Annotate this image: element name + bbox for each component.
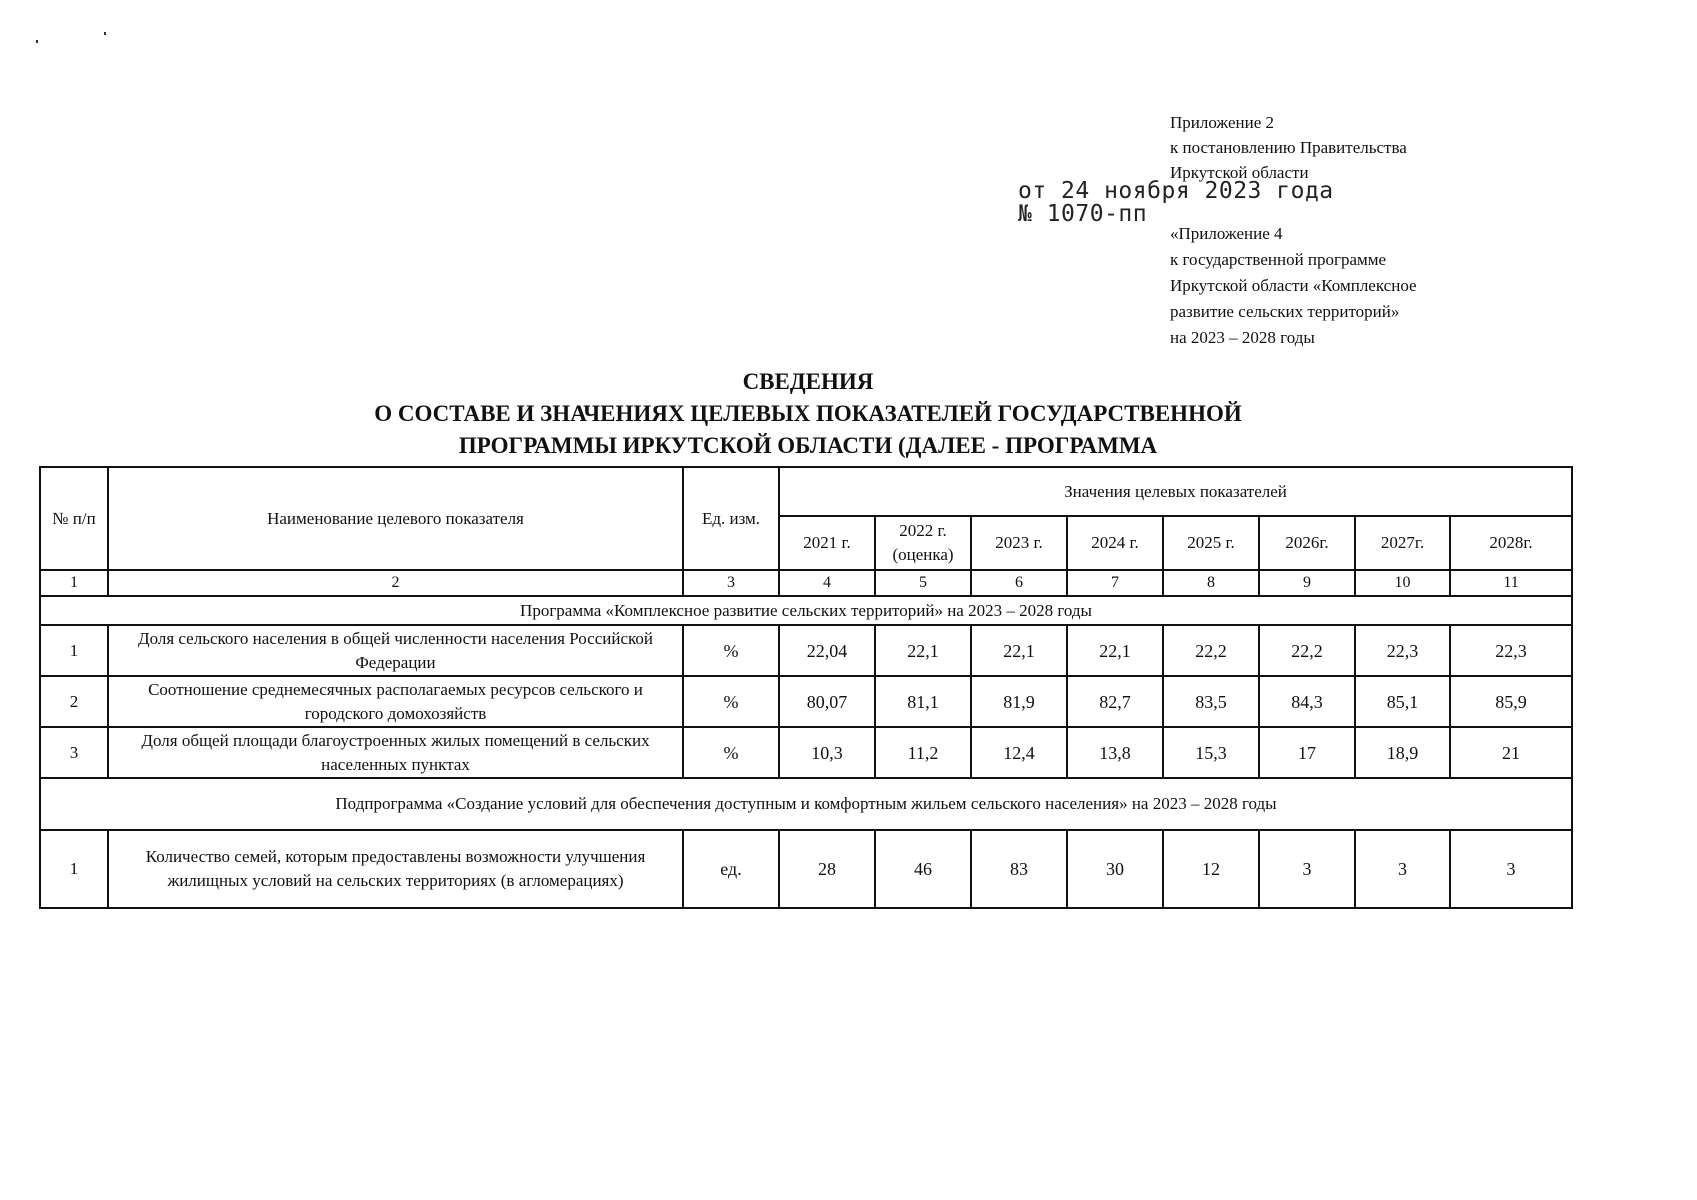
table-row	[40, 830, 1572, 908]
row-value: 12,4	[971, 727, 1067, 778]
row-name: Соотношение среднемесячных располагаемых ресурсов сельского и городского домохозяйств	[108, 676, 683, 727]
section-title: Программа «Комплексное развитие сельских территорий» на 2023 – 2028 годы	[40, 596, 1572, 625]
appendix-2-block	[1170, 110, 1407, 185]
title-line: О СОСТАВЕ И ЗНАЧЕНИЯХ ЦЕЛЕВЫХ ПОКАЗАТЕЛЕЙ ГОСУДАРСТВЕННОЙ	[374, 401, 1242, 426]
row-value: 11,2	[875, 727, 971, 778]
header-year: 2025 г.	[1163, 516, 1259, 570]
row-value: 85,9	[1450, 676, 1572, 727]
table-row	[40, 727, 1572, 778]
row-num: 1	[40, 830, 108, 908]
column-number: 5	[875, 570, 971, 596]
row-num: 2	[40, 676, 108, 727]
row-unit: %	[683, 625, 779, 676]
appendix-2-line: к постановлению Правительства	[1170, 138, 1407, 157]
column-number: 1	[40, 570, 108, 596]
row-name: Количество семей, которым предоставлены возможности улучшения жилищных условий на сельских территориях (в агломерациях)	[108, 830, 683, 908]
section-row	[40, 596, 1572, 625]
header-num: № п/п	[40, 467, 108, 570]
row-value: 22,2	[1163, 625, 1259, 676]
header-values-group: Значения целевых показателей	[779, 467, 1572, 516]
row-name: Доля сельского населения в общей численности населения Российской Федерации	[108, 625, 683, 676]
column-number: 4	[779, 570, 875, 596]
row-value: 3	[1259, 830, 1355, 908]
scan-speck	[104, 32, 106, 35]
row-value: 22,1	[1067, 625, 1163, 676]
column-number: 9	[1259, 570, 1355, 596]
table-row	[40, 676, 1572, 727]
resolution-number: № 1070-пп	[1018, 201, 1148, 227]
row-value: 30	[1067, 830, 1163, 908]
header-unit: Ед. изм.	[683, 467, 779, 570]
appendix-4-line: к государственной программе	[1170, 250, 1387, 269]
header-year: 2021 г.	[779, 516, 875, 570]
row-value: 12	[1163, 830, 1259, 908]
resolution-stamp	[1018, 180, 1334, 226]
row-value: 28	[779, 830, 875, 908]
row-value: 80,07	[779, 676, 875, 727]
row-value: 22,2	[1259, 625, 1355, 676]
header-year: 2026г.	[1259, 516, 1355, 570]
row-value: 22,3	[1450, 625, 1572, 676]
row-value: 22,3	[1355, 625, 1450, 676]
row-unit: %	[683, 727, 779, 778]
column-number-row	[40, 570, 1572, 596]
row-value: 15,3	[1163, 727, 1259, 778]
column-number: 6	[971, 570, 1067, 596]
row-value: 10,3	[779, 727, 875, 778]
appendix-4-line: «Приложение 4	[1170, 224, 1283, 243]
row-value: 81,1	[875, 676, 971, 727]
row-value: 3	[1450, 830, 1572, 908]
column-number: 8	[1163, 570, 1259, 596]
appendix-4-line: на 2023 – 2028 годы	[1170, 328, 1315, 347]
row-value: 22,04	[779, 625, 875, 676]
row-value: 46	[875, 830, 971, 908]
section-row	[40, 778, 1572, 830]
row-value: 84,3	[1259, 676, 1355, 727]
section-title: Подпрограмма «Создание условий для обеспечения доступным и комфортным жильем сельского населения» на 2023 – 2028 годы	[40, 778, 1572, 830]
row-unit: ед.	[683, 830, 779, 908]
header-name: Наименование целевого показателя	[108, 467, 683, 570]
row-value: 17	[1259, 727, 1355, 778]
row-value: 3	[1355, 830, 1450, 908]
scan-speck	[36, 40, 38, 43]
header-year: 2022 г. (оценка)	[875, 516, 971, 570]
column-number: 2	[108, 570, 683, 596]
row-value: 81,9	[971, 676, 1067, 727]
row-value: 18,9	[1355, 727, 1450, 778]
row-value: 13,8	[1067, 727, 1163, 778]
row-num: 3	[40, 727, 108, 778]
column-number: 10	[1355, 570, 1450, 596]
row-name: Доля общей площади благоустроенных жилых помещений в сельских населенных пунктах	[108, 727, 683, 778]
title-line: СВЕДЕНИЯ	[742, 369, 874, 394]
appendix-4-line: развитие сельских территорий»	[1170, 302, 1400, 321]
document-title	[0, 366, 1616, 462]
row-value: 22,1	[875, 625, 971, 676]
header-year: 2028г.	[1450, 516, 1572, 570]
table-row	[40, 625, 1572, 676]
row-value: 22,1	[971, 625, 1067, 676]
column-number: 3	[683, 570, 779, 596]
appendix-4-block	[1170, 221, 1417, 351]
column-number: 11	[1450, 570, 1572, 596]
appendix-2-line: Иркутской области	[1170, 163, 1309, 182]
header-year: 2023 г.	[971, 516, 1067, 570]
appendix-2-line: Приложение 2	[1170, 113, 1274, 132]
header-year: 2024 г.	[1067, 516, 1163, 570]
row-value: 83,5	[1163, 676, 1259, 727]
row-num: 1	[40, 625, 108, 676]
resolution-date: от 24 ноября 2023 года	[1018, 178, 1334, 204]
row-unit: %	[683, 676, 779, 727]
row-value: 21	[1450, 727, 1572, 778]
row-value: 85,1	[1355, 676, 1450, 727]
title-line: ПРОГРАММЫ ИРКУТСКОЙ ОБЛАСТИ (ДАЛЕЕ - ПРОГРАММА	[458, 433, 1158, 458]
row-value: 83	[971, 830, 1067, 908]
header-year: 2027г.	[1355, 516, 1450, 570]
indicators-table	[39, 466, 1573, 909]
appendix-4-line: Иркутской области «Комплексное	[1170, 276, 1417, 295]
column-number: 7	[1067, 570, 1163, 596]
row-value: 82,7	[1067, 676, 1163, 727]
